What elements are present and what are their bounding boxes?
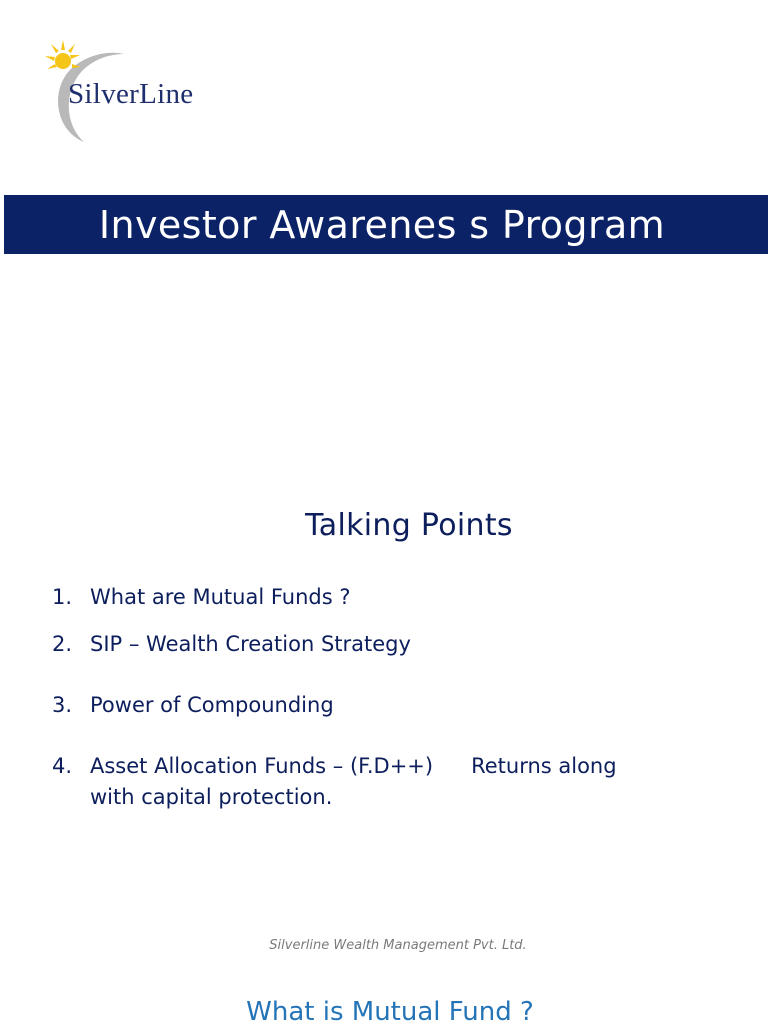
talking-point-3 <box>52 690 334 721</box>
point-number: 3. <box>52 693 73 717</box>
point-continuation: with capital protection. <box>90 785 333 809</box>
talking-point-1 <box>52 582 350 613</box>
footer-company-name: Silverline Wealth Management Pvt. Ltd. <box>269 938 527 953</box>
point-text: What are Mutual Funds ? <box>90 585 351 609</box>
talking-points-heading: Talking Points <box>305 508 513 543</box>
point-number: 1. <box>52 585 73 609</box>
point-text: Asset Allocation Funds – (F.D++) <box>90 754 434 778</box>
point-text: Power of Compounding <box>90 693 334 717</box>
point-text: SIP – Wealth Creation Strategy <box>90 632 411 656</box>
point-number: 2. <box>52 632 73 656</box>
point-number: 4. <box>52 754 73 778</box>
point-text-right: Returns along <box>471 754 617 778</box>
company-logo <box>44 38 244 146</box>
page-title: Investor Awarenes s Program <box>98 202 666 247</box>
logo-wordmark: SilverLine <box>68 78 194 110</box>
title-banner <box>4 195 768 254</box>
talking-point-2 <box>52 629 411 660</box>
next-slide-heading: What is Mutual Fund ? <box>246 997 534 1024</box>
talking-point-4 <box>52 751 617 813</box>
